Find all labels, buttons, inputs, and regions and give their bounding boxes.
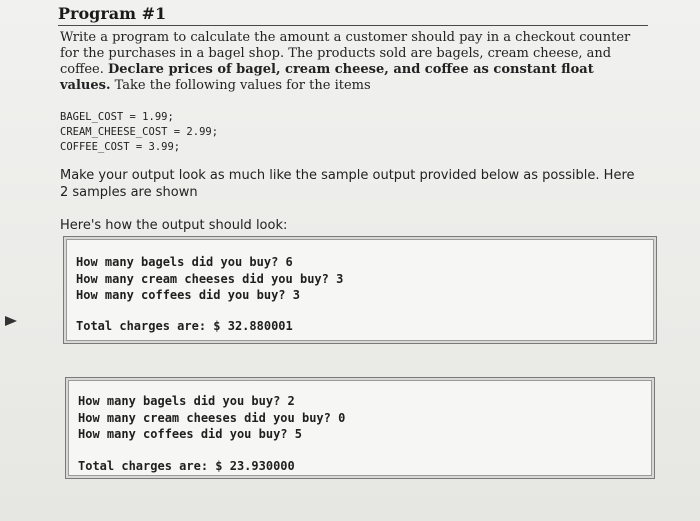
- constant-line: COFFEE_COST = 3.99;: [60, 141, 181, 153]
- sample-total-line: Total charges are: $ 23.930000: [78, 459, 295, 473]
- pointer-cursor-icon: [5, 316, 17, 326]
- title-divider: [58, 25, 648, 26]
- sample-line: How many coffees did you buy? 5: [78, 427, 302, 441]
- sample-line: How many bagels did you buy? 6: [76, 255, 293, 269]
- problem-description: [60, 30, 640, 94]
- description-text-end: Take the following values for the items: [110, 78, 371, 93]
- page-title: Program #1: [58, 4, 167, 23]
- constants-block: [60, 110, 218, 155]
- output-heading: Here's how the output should look:: [60, 218, 288, 233]
- sample-line: How many cream cheeses did you buy? 0: [78, 411, 346, 425]
- sample-output-box-1: [63, 236, 657, 344]
- description-text: Write a program to calculate the amount a customer should pay in a checkout counter for the purchases in a bagel shop. The products sold are bagels, cream cheese, and coffee.: [60, 30, 631, 77]
- sample-output-box-2: [65, 377, 655, 479]
- instructions-text: Make your output look as much like the sample output provided below as possible. Here 2 samples are shown: [60, 168, 635, 200]
- sample-total-line: Total charges are: $ 32.880001: [76, 319, 293, 333]
- sample-line: How many cream cheeses did you buy? 3: [76, 272, 344, 286]
- sample-line: How many bagels did you buy? 2: [78, 394, 295, 408]
- constant-line: CREAM_CHEESE_COST = 2.99;: [60, 126, 219, 138]
- constant-line: BAGEL_COST = 1.99;: [60, 111, 174, 123]
- sample-line: How many coffees did you buy? 3: [76, 288, 300, 302]
- description-bold-text: Declare prices of bagel, cream cheese, and coffee as constant float values.: [60, 62, 594, 93]
